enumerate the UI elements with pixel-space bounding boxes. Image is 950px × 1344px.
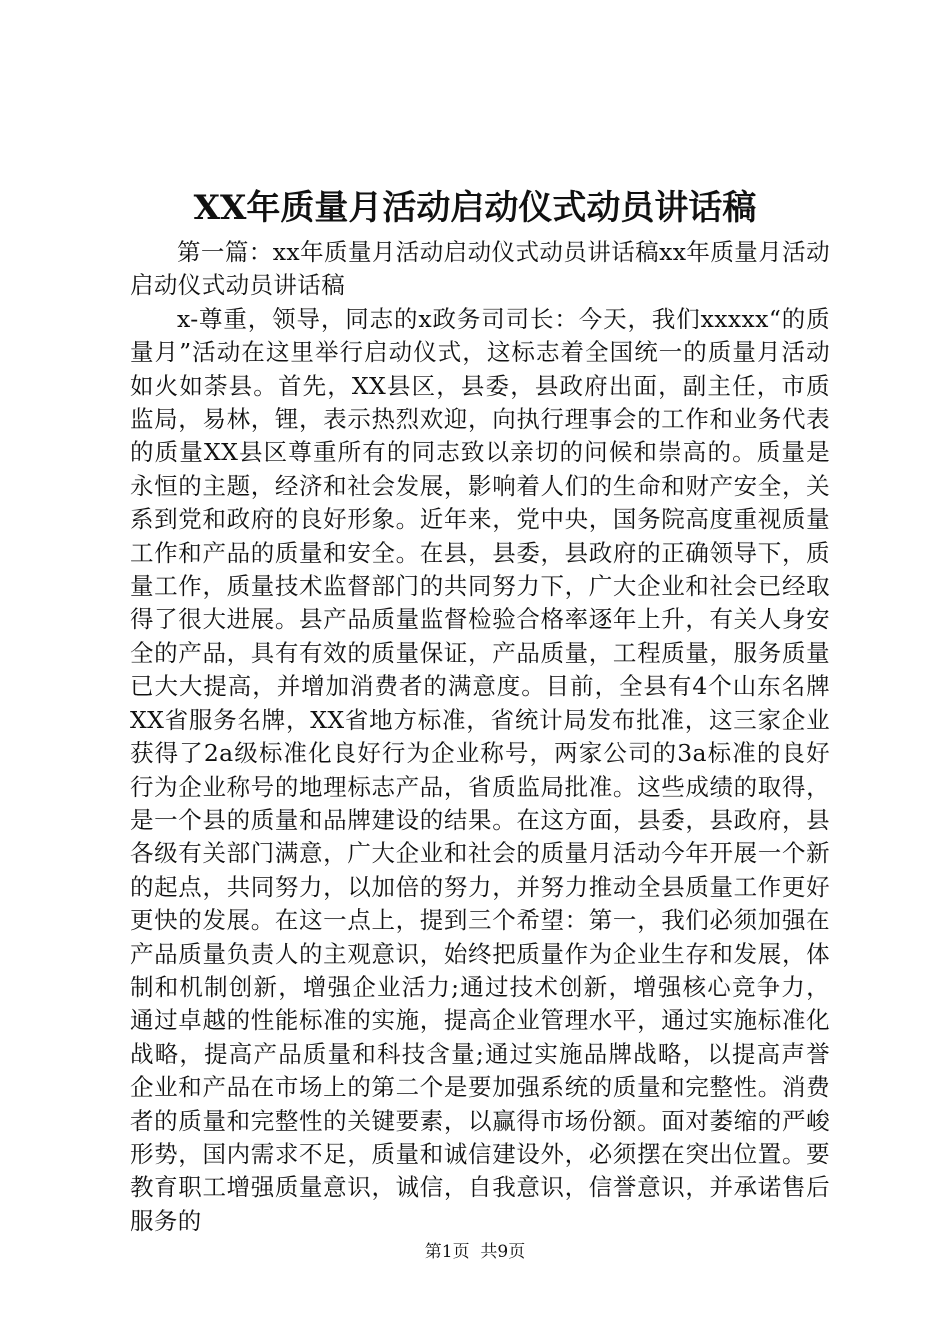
document-title: XX年质量月活动启动仪式动员讲话稿 (193, 188, 757, 228)
page-footer: 第1页 共9页 (424, 1242, 526, 1262)
document-body (130, 236, 830, 1238)
paragraph-intro: 第一篇：xx年质量月活动启动仪式动员讲话稿xx年质量月活动启动仪式动员讲话稿 (130, 238, 830, 300)
paragraph-speech: x-尊重，领导，同志的x政务司司长：今天，我们xxxxx“的质量月”活动在这里举行启动仪式，这标志着全国统一的质量月活动如火如荼县。首先，XX县区，县委，县政府出面，副主任，市质监局，易林，锂，表示热烈欢迎，向执行理事会的工作和业务代表的质量XX县区尊重所有的同志致以亲切的问候和崇高的。质量是永恒的主题，经济和社会发展，影响着人们的生命和财产安全，关系到党和政府的良好形象。近年来，党中央，国务院高度重视质量工作和产品的质量和安全。在县，县委，县政府的正确领导下，质量工作，质量技术监督部门的共同努力下，广大企业和社会已经取得了很大进展。县产品质量监督检验合格率逐年上升，有关人身安全的产品，具有有效的质量保证，产品质量，工程质量，服务质量已大大提高，并增加消费者的满意度。目前，全县有4个山东名牌XX省服务名牌，XX省地方标准，省统计局发布批准，这三家企业获得了2a级标准化良好行为企业称号，两家公司的3a标准的良好行为企业称号的地理标志产品，省质监局批准。这些成绩的取得，是一个县的质量和品牌建设的结果。在这方面，县委，县政府，县各级有关部门满意，广大企业和社会的质量月活动今年开展一个新的起点，共同努力，以加倍的努力，并努力推动全县质量工作更好更快的发展。在这一点上，提到三个希望：第一，我们必须加强在产品质量负责人的主观意识，始终把质量作为企业生存和发展，体制和机制创新，增强企业活力;通过技术创新，增强核心竞争力，通过卓越的性能标准的实施，提高企业管理水平，通过实施标准化战略，提高产品质量和科技含量;通过实施品牌战略，以提高声誉企业和产品在市场上的第二个是要加强系统的质量和完整性。消费者的质量和完整性的关键要素，以赢得市场份额。面对萎缩的严峻形势，国内需求不足，质量和诚信建设外，必须摆在突出位置。要教育职工增强质量意识，诚信，自我意识，信誉意识，并承诺售后服务的 (130, 304, 830, 1235)
